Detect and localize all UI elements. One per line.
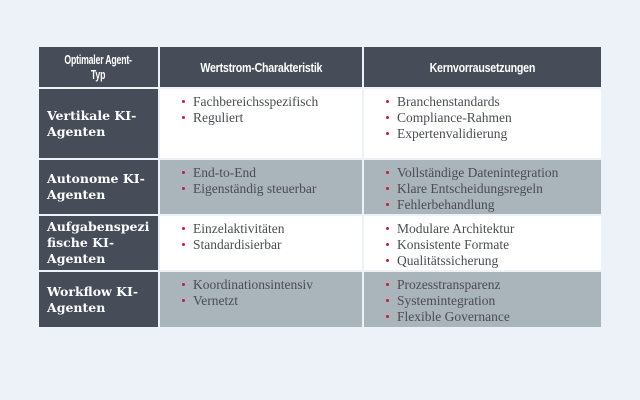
row-header-line: Agenten <box>47 187 106 202</box>
list-item: Vernetzt <box>182 293 362 309</box>
characteristics-cell <box>160 216 362 270</box>
list-item: Fachbereichsspezifisch <box>182 94 362 110</box>
characteristics-cell <box>160 160 362 214</box>
characteristics-cell <box>160 272 362 327</box>
requirements-cell <box>364 89 601 158</box>
list-item: Reguliert <box>182 110 362 126</box>
list-item: Prozesstransparenz <box>386 277 601 293</box>
bullet-icon <box>386 171 389 174</box>
characteristics-cell <box>160 89 362 158</box>
bullet-icon <box>182 187 185 190</box>
header-label: Wertstrom-Charakteristik <box>200 59 322 75</box>
requirements-cell <box>364 216 601 270</box>
bullet-icon <box>182 171 185 174</box>
row-header-line: Aufgabenspezi <box>47 219 150 234</box>
bullet-icon <box>386 116 389 119</box>
row-header-line: fische KI- <box>47 235 115 250</box>
agent-type-table <box>39 47 601 327</box>
list-item: End-to-End <box>182 165 362 181</box>
list-item: Flexible Governance <box>386 309 601 325</box>
bullet-icon <box>386 243 389 246</box>
bullet-icon <box>386 100 389 103</box>
row-header-line: Agenten <box>47 251 106 266</box>
list-item: Qualitätssicherung <box>386 253 601 269</box>
list-item: Eigenständig steuerbar <box>182 181 362 197</box>
bullet-icon <box>386 315 389 318</box>
header-value-stream <box>160 47 362 87</box>
bullet-icon <box>182 100 185 103</box>
list-item: Konsistente Formate <box>386 237 601 253</box>
bullet-icon <box>386 227 389 230</box>
row-header-task-specific <box>39 216 158 270</box>
row-header-line: Vertikale KI- <box>47 107 137 123</box>
requirements-cell <box>364 160 601 214</box>
bullet-icon <box>386 283 389 286</box>
list-item: Vollständige Datenintegration <box>386 165 601 181</box>
bullet-icon <box>386 187 389 190</box>
bullet-icon <box>182 243 185 246</box>
row-header-workflow <box>39 272 158 327</box>
list-item: Koordinationsintensiv <box>182 277 362 293</box>
row-header-vertical <box>39 89 158 158</box>
bullet-icon <box>386 299 389 302</box>
header-agent-type <box>39 47 158 87</box>
bullet-icon <box>182 283 185 286</box>
row-header-autonomous <box>39 160 158 214</box>
header-label: Kernvorrausetzungen <box>429 59 536 75</box>
bullet-icon <box>386 259 389 262</box>
bullet-icon <box>386 203 389 206</box>
header-line: Optimaler Agent- <box>64 52 133 67</box>
row-header-line: Autonome KI- <box>47 171 145 186</box>
header-line: Typ <box>91 67 106 82</box>
list-item: Compliance-Rahmen <box>386 110 601 126</box>
list-item: Branchenstandards <box>386 94 601 110</box>
list-item: Expertenvalidierung <box>386 126 601 142</box>
list-item: Einzelaktivitäten <box>182 221 362 237</box>
bullet-icon <box>182 116 185 119</box>
bullet-icon <box>386 132 389 135</box>
list-item: Standardisierbar <box>182 237 362 253</box>
list-item: Klare Entscheidungsregeln <box>386 181 601 197</box>
list-item: Systemintegration <box>386 293 601 309</box>
row-header-line: Workflow KI- <box>47 283 139 299</box>
requirements-cell <box>364 272 601 327</box>
row-header-line: Agenten <box>47 299 106 315</box>
list-item: Fehlerbehandlung <box>386 197 601 213</box>
header-requirements <box>364 47 601 87</box>
row-header-line: Agenten <box>47 123 106 139</box>
list-item: Modulare Architektur <box>386 221 601 237</box>
bullet-icon <box>182 227 185 230</box>
bullet-icon <box>182 299 185 302</box>
